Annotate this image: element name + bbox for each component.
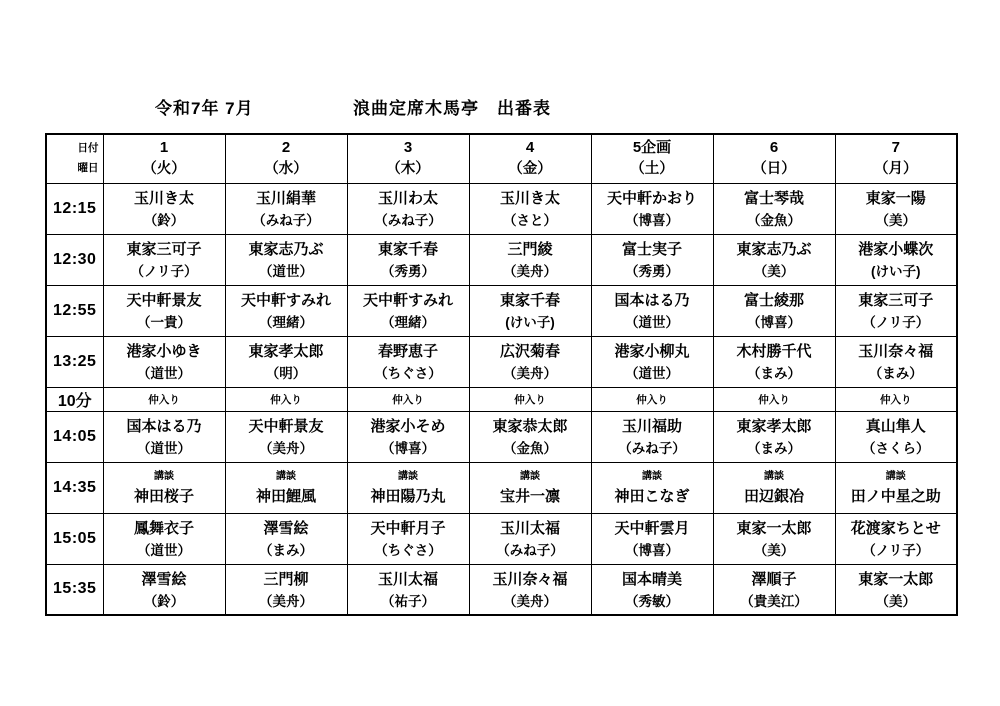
header-day-number: 1 — [159, 138, 169, 156]
performer-cell — [469, 183, 591, 234]
accompanist-name: （道世） — [137, 542, 191, 558]
page-title — [0, 94, 1000, 118]
accompanist-name: （みね子） — [618, 440, 686, 456]
accompanist-name: （美舟） — [259, 593, 313, 609]
performer-name: 国本はる乃 — [126, 417, 202, 435]
performer-name: 港家小ゆき — [126, 342, 202, 360]
accompanist-name: （ノリ子） — [862, 314, 930, 330]
accompanist-name: （金魚） — [747, 212, 801, 228]
table-body — [46, 183, 957, 615]
performer-name: 港家小そめ — [370, 417, 446, 435]
accompanist-name: （まみ） — [259, 542, 313, 558]
performer-cell — [713, 183, 835, 234]
time-cell: 12:55 — [46, 285, 103, 336]
performer-cell — [225, 336, 347, 387]
performer-cell — [835, 513, 957, 564]
performer-name: 東家一陽 — [865, 189, 926, 207]
header-day-weekday: （土） — [630, 161, 674, 178]
performer-cell — [347, 285, 469, 336]
table-row — [46, 387, 957, 411]
accompanist-name: （博喜） — [747, 314, 801, 330]
table-header — [46, 134, 957, 183]
performer-name: 神田鯉風 — [255, 488, 316, 506]
header-day-cell — [103, 134, 225, 183]
header-day-cell — [347, 134, 469, 183]
performer-name: 国本晴美 — [621, 570, 682, 588]
accompanist-name: （ちぐさ） — [374, 542, 442, 558]
accompanist-name: （ノリ子） — [862, 542, 930, 558]
performer-name: 東家孝太郎 — [248, 342, 324, 360]
performer-name: 東家一太郎 — [858, 570, 934, 588]
intermission-cell: 仲入り — [103, 387, 225, 411]
kodan-performer-cell — [347, 462, 469, 513]
accompanist-name: （さくら） — [862, 440, 930, 456]
performer-cell — [835, 183, 957, 234]
header-day-number: 3 — [403, 138, 413, 156]
accompanist-name: （金魚） — [503, 440, 557, 456]
performer-name: 鳳舞衣子 — [133, 519, 194, 537]
performer-cell — [591, 564, 713, 615]
accompanist-name: （一貴） — [137, 314, 191, 330]
performer-cell — [347, 234, 469, 285]
accompanist-name: （まみ） — [747, 365, 801, 381]
performer-name: 木村勝千代 — [736, 342, 812, 360]
accompanist-name: （祐子） — [381, 593, 435, 609]
performer-name: 港家小柳丸 — [614, 342, 690, 360]
accompanist-name: （理緒） — [259, 314, 313, 330]
accompanist-name: （博喜） — [381, 440, 435, 456]
kodan-genre-label: 講談 — [398, 471, 418, 483]
kodan-performer-cell — [469, 462, 591, 513]
performer-cell — [225, 513, 347, 564]
performer-cell — [469, 285, 591, 336]
performer-cell — [225, 411, 347, 462]
performer-cell — [713, 336, 835, 387]
performer-name: 玉川絹華 — [255, 189, 316, 207]
performer-name: 富士琴哉 — [743, 189, 804, 207]
time-cell: 12:15 — [46, 183, 103, 234]
header-day-weekday: （日） — [752, 161, 796, 178]
header-day-number: 5企画 — [632, 138, 672, 156]
performer-name: 港家小蝶次 — [858, 240, 934, 258]
accompanist-name: （貴美江） — [740, 593, 808, 609]
performer-name: 東家千春 — [499, 291, 560, 309]
performer-name: 玉川奈々福 — [492, 570, 568, 588]
time-cell: 15:05 — [46, 513, 103, 564]
performer-cell — [591, 234, 713, 285]
header-day-weekday: （金） — [508, 161, 552, 178]
title-period: 令和7年 7月 — [155, 99, 254, 118]
performer-cell — [103, 285, 225, 336]
table-row — [46, 336, 957, 387]
schedule-table — [45, 133, 958, 616]
accompanist-name: （鈴） — [143, 212, 185, 228]
intermission-cell: 仲入り — [347, 387, 469, 411]
performer-name: 田ノ中星之助 — [850, 488, 941, 506]
intermission-cell: 仲入り — [713, 387, 835, 411]
performer-cell — [591, 183, 713, 234]
kodan-genre-label: 講談 — [276, 471, 296, 483]
accompanist-name: （美） — [875, 212, 916, 228]
accompanist-name: （ノリ子） — [130, 263, 198, 279]
performer-cell — [713, 411, 835, 462]
performer-cell — [103, 564, 225, 615]
accompanist-name: （博喜） — [625, 212, 679, 228]
performer-name: 神田陽乃丸 — [370, 488, 446, 506]
kodan-performer-cell — [591, 462, 713, 513]
performer-name: 東家孝太郎 — [736, 417, 812, 435]
performer-name: 三門綾 — [507, 240, 553, 258]
performer-cell — [469, 564, 591, 615]
performer-name: 玉川太福 — [377, 570, 438, 588]
performer-name: 天中軒景友 — [126, 291, 202, 309]
accompanist-name: （さと） — [503, 212, 557, 228]
time-cell: 15:35 — [46, 564, 103, 615]
performer-name: 澤雪絵 — [263, 519, 309, 537]
accompanist-name: （道世） — [137, 365, 191, 381]
intermission-cell: 仲入り — [469, 387, 591, 411]
performer-cell — [713, 234, 835, 285]
accompanist-name: （美） — [753, 263, 795, 279]
header-day-cell — [225, 134, 347, 183]
performer-name: 天中軒月子 — [370, 519, 446, 537]
performer-name: 天中軒すみれ — [240, 291, 331, 309]
table-row — [46, 513, 957, 564]
kodan-performer-cell — [103, 462, 225, 513]
accompanist-name: （ちぐさ） — [374, 365, 442, 381]
performer-cell — [713, 513, 835, 564]
accompanist-name: （美） — [875, 593, 916, 609]
accompanist-name: （明） — [265, 365, 307, 381]
header-day-cell — [591, 134, 713, 183]
performer-name: 三門柳 — [263, 570, 309, 588]
header-row — [46, 134, 957, 183]
kodan-performer-cell — [713, 462, 835, 513]
header-day-number: 4 — [525, 138, 535, 156]
performer-cell — [103, 183, 225, 234]
performer-cell — [225, 285, 347, 336]
performer-name: 玉川き太 — [133, 189, 194, 207]
table-row — [46, 285, 957, 336]
accompanist-name: （美） — [753, 542, 795, 558]
performer-name: 東家志乃ぶ — [736, 240, 812, 258]
accompanist-name: （まみ） — [747, 440, 801, 456]
performer-name: 天中軒かおり — [606, 189, 697, 207]
accompanist-name: （道世） — [625, 314, 679, 330]
performer-cell — [835, 411, 957, 462]
performer-name: 玉川奈々福 — [858, 342, 934, 360]
performer-name: 神田こなぎ — [614, 488, 690, 506]
header-day-weekday: （木） — [386, 161, 430, 178]
performer-name: 広沢菊春 — [499, 342, 560, 360]
accompanist-name: (けい子) — [871, 263, 921, 279]
time-cell: 14:05 — [46, 411, 103, 462]
intermission-cell: 仲入り — [835, 387, 957, 411]
performer-cell — [103, 411, 225, 462]
accompanist-name: （道世） — [625, 365, 679, 381]
accompanist-name: （理緒） — [381, 314, 435, 330]
accompanist-name: （秀勇） — [381, 263, 435, 279]
performer-cell — [835, 285, 957, 336]
header-day-cell — [835, 134, 957, 183]
accompanist-name: （まみ） — [868, 365, 923, 381]
performer-name: 春野恵子 — [377, 342, 438, 360]
performer-cell — [347, 513, 469, 564]
performer-name: 東家恭太郎 — [492, 417, 568, 435]
performer-cell — [225, 183, 347, 234]
accompanist-name: （博喜） — [625, 542, 679, 558]
header-day-cell — [713, 134, 835, 183]
performer-name: 国本はる乃 — [614, 291, 690, 309]
performer-name: 田辺銀冶 — [743, 488, 804, 506]
performer-name: 玉川福助 — [621, 417, 682, 435]
header-day-number: 2 — [281, 138, 291, 156]
performer-cell — [469, 513, 591, 564]
accompanist-name: （美舟） — [503, 263, 557, 279]
performer-name: 天中軒雲月 — [614, 519, 690, 537]
performer-cell — [347, 183, 469, 234]
performer-cell — [103, 336, 225, 387]
performer-cell — [225, 234, 347, 285]
performer-cell — [591, 285, 713, 336]
kodan-genre-label: 講談 — [520, 471, 540, 483]
header-day-weekday: （水） — [264, 161, 308, 178]
performer-name: 天中軒すみれ — [362, 291, 453, 309]
kodan-genre-label: 講談 — [154, 471, 174, 483]
table-row — [46, 234, 957, 285]
header-corner-dow-label: 曜日 — [77, 161, 99, 174]
kodan-genre-label: 講談 — [764, 471, 784, 483]
performer-name: 神田桜子 — [133, 488, 194, 506]
accompanist-name: （美舟） — [503, 365, 557, 381]
performer-name: 真山隼人 — [865, 417, 926, 435]
performer-name: 花渡家ちとせ — [850, 519, 941, 537]
performer-cell — [591, 513, 713, 564]
time-cell: 12:30 — [46, 234, 103, 285]
performer-cell — [835, 234, 957, 285]
performer-cell — [713, 564, 835, 615]
accompanist-name: （秀勇） — [625, 263, 679, 279]
kodan-genre-label: 講談 — [885, 471, 906, 483]
table-row — [46, 411, 957, 462]
accompanist-name: （秀敏） — [625, 593, 679, 609]
performer-cell — [713, 285, 835, 336]
performer-name: 富士綾那 — [743, 291, 804, 309]
performer-cell — [347, 336, 469, 387]
accompanist-name: （美舟） — [259, 440, 313, 456]
time-cell: 13:25 — [46, 336, 103, 387]
title-venue: 浪曲定席木馬亭 出番表 — [353, 99, 551, 118]
accompanist-name: （みね子） — [496, 542, 564, 558]
performer-cell — [591, 336, 713, 387]
header-day-number: 6 — [769, 138, 779, 156]
performer-cell — [103, 234, 225, 285]
performer-name: 玉川き太 — [499, 189, 560, 207]
accompanist-name: (けい子) — [505, 314, 555, 330]
accompanist-name: （みね子） — [252, 212, 320, 228]
performer-cell — [469, 234, 591, 285]
performer-cell — [591, 411, 713, 462]
performer-name: 東家三可子 — [126, 240, 202, 258]
performer-name: 東家三可子 — [858, 291, 934, 309]
performer-name: 東家志乃ぶ — [248, 240, 324, 258]
performer-name: 東家千春 — [377, 240, 438, 258]
performer-cell — [469, 411, 591, 462]
table-row — [46, 183, 957, 234]
header-day-number: 7 — [891, 138, 900, 156]
performer-cell — [347, 411, 469, 462]
accompanist-name: （道世） — [259, 263, 313, 279]
performer-name: 東家一太郎 — [736, 519, 812, 537]
performer-name: 宝井一凛 — [499, 488, 560, 506]
header-corner-date-label: 日付 — [77, 141, 99, 154]
kodan-performer-cell — [225, 462, 347, 513]
header-corner-cell — [46, 134, 103, 183]
performer-name: 天中軒景友 — [248, 417, 324, 435]
performer-name: 澤雪絵 — [141, 570, 187, 588]
header-day-cell — [469, 134, 591, 183]
performer-cell — [469, 336, 591, 387]
accompanist-name: （美舟） — [503, 593, 557, 609]
performer-cell — [103, 513, 225, 564]
kodan-performer-cell — [835, 462, 957, 513]
intermission-cell: 仲入り — [591, 387, 713, 411]
header-day-weekday: （火） — [142, 161, 186, 178]
accompanist-name: （みね子） — [374, 212, 442, 228]
time-cell: 10分 — [46, 387, 103, 411]
performer-name: 富士実子 — [621, 240, 682, 258]
kodan-genre-label: 講談 — [642, 471, 662, 483]
table-row — [46, 462, 957, 513]
header-day-weekday: （月） — [874, 161, 918, 178]
intermission-cell: 仲入り — [225, 387, 347, 411]
performer-name: 澤順子 — [751, 570, 797, 588]
performer-name: 玉川太福 — [499, 519, 560, 537]
performer-cell — [835, 564, 957, 615]
table-row — [46, 564, 957, 615]
accompanist-name: （鈴） — [143, 593, 185, 609]
performer-cell — [225, 564, 347, 615]
performer-cell — [835, 336, 957, 387]
accompanist-name: （道世） — [137, 440, 191, 456]
time-cell: 14:35 — [46, 462, 103, 513]
performer-cell — [347, 564, 469, 615]
performer-name: 玉川わ太 — [377, 189, 438, 207]
